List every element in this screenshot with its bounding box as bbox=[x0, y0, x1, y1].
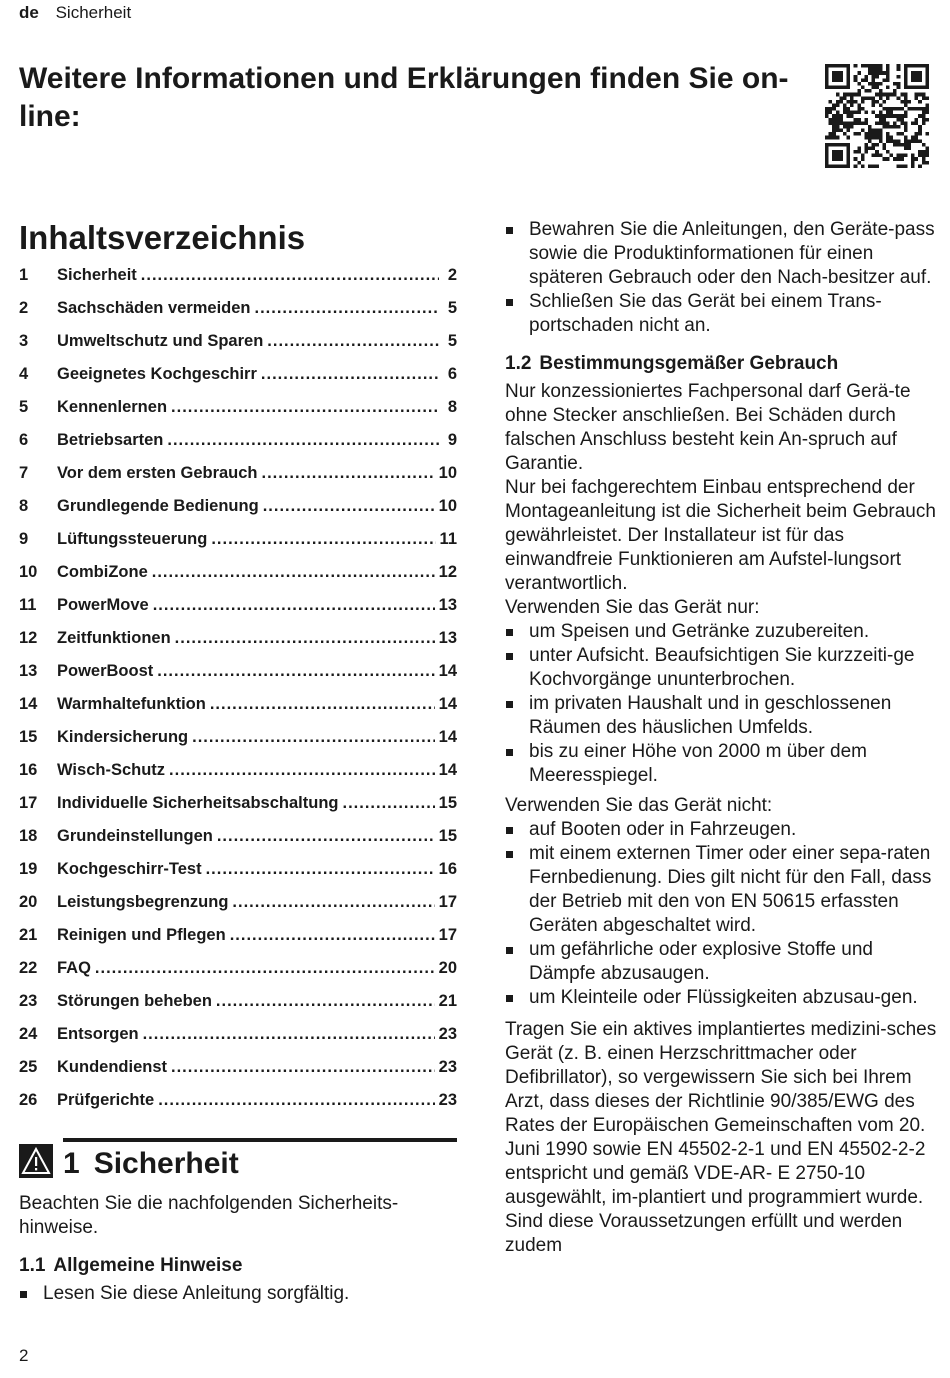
paragraph: Nur konzessioniertes Fachpersonal darf Gerä-te ohne Stecker anschließen. Bei Schäden durch falschen Anschluss besteht kein An-spruch auf Garantie. bbox=[505, 381, 911, 474]
page-number: 2 bbox=[19, 1346, 29, 1365]
toc-entry[interactable] bbox=[19, 827, 457, 860]
toc-entry-page: 5 bbox=[447, 332, 457, 350]
toc-entry-number: 11 bbox=[19, 596, 37, 614]
toc-entry[interactable] bbox=[19, 794, 457, 827]
toc-entry[interactable] bbox=[19, 695, 457, 728]
toc-entry-number: 3 bbox=[19, 332, 29, 350]
toc-entry-label: Umweltschutz und Sparen bbox=[57, 332, 264, 350]
toc-dot-leader bbox=[210, 695, 435, 714]
section-title bbox=[63, 1144, 239, 1184]
toc-dot-leader bbox=[255, 299, 439, 318]
warning-icon bbox=[19, 1144, 53, 1178]
subsection-title: Bestimmungsgemäßer Gebrauch bbox=[539, 353, 839, 374]
prohibited-use-list bbox=[505, 818, 942, 1010]
toc-entry-page: 20 bbox=[438, 959, 457, 977]
toc-entry[interactable] bbox=[19, 266, 457, 299]
section-intro: Beachten Sie die nachfolgenden Sicherheits-hinweise. bbox=[19, 1193, 399, 1238]
toc-dot-leader bbox=[153, 596, 435, 615]
toc-entry-number: 6 bbox=[19, 431, 29, 449]
toc-dot-leader bbox=[158, 1091, 434, 1110]
toc-dot-leader bbox=[143, 1025, 435, 1044]
language-code: de bbox=[19, 3, 39, 22]
toc-dot-leader bbox=[169, 761, 435, 780]
toc-entry-number: 15 bbox=[19, 728, 38, 746]
toc-dot-leader bbox=[152, 563, 435, 582]
toc-dot-leader bbox=[211, 530, 435, 549]
toc-entry-label: CombiZone bbox=[57, 563, 148, 581]
toc-dot-leader bbox=[232, 893, 434, 912]
subsection-heading-1-2 bbox=[505, 352, 942, 376]
toc-entry-number: 22 bbox=[19, 959, 38, 977]
toc-entry-number: 26 bbox=[19, 1091, 38, 1109]
toc-entry[interactable] bbox=[19, 1058, 457, 1091]
list-item: um Kleinteile oder Flüssigkeiten abzusau-gen. bbox=[505, 986, 942, 1010]
toc-entry-page: 11 bbox=[439, 530, 457, 548]
toc-dot-leader bbox=[230, 926, 435, 945]
toc-entry-number: 14 bbox=[19, 695, 38, 713]
toc-entry[interactable] bbox=[19, 530, 457, 563]
toc-entry[interactable] bbox=[19, 992, 457, 1025]
toc-entry[interactable] bbox=[19, 563, 457, 596]
toc-dot-leader bbox=[171, 398, 439, 417]
toc-entry-number: 23 bbox=[19, 992, 38, 1010]
toc-dot-leader bbox=[263, 497, 435, 516]
list-item: Lesen Sie diese Anleitung sorgfältig. bbox=[19, 1282, 457, 1306]
toc-dot-leader bbox=[261, 365, 439, 384]
list-item: um Speisen und Getränke zuzubereiten. bbox=[505, 620, 942, 644]
toc-entry-number: 7 bbox=[19, 464, 29, 482]
section-heading bbox=[63, 1138, 457, 1188]
paragraph: Nur bei fachgerechtem Einbau entsprechend der Montageanleitung ist die Sicherheit beim Gebrauch gewährleistet. Der Installateur ist für das einwandfreie Funktionieren am Aufstel-lungsort verantwortlich. bbox=[505, 477, 936, 594]
toc-entry-number: 12 bbox=[19, 629, 38, 647]
toc-entry-label: Betriebsarten bbox=[57, 431, 164, 449]
toc-entry-page: 12 bbox=[438, 563, 457, 581]
toc-entry-page: 17 bbox=[438, 893, 457, 911]
general-notes-list-right bbox=[505, 218, 942, 338]
subsection-number: 1.2 bbox=[505, 353, 532, 374]
toc-entry-label: Entsorgen bbox=[57, 1025, 139, 1043]
toc-entry-label: Kennenlernen bbox=[57, 398, 168, 416]
right-column bbox=[505, 218, 942, 1258]
toc-entry-number: 16 bbox=[19, 761, 38, 779]
toc-entry-number: 24 bbox=[19, 1025, 38, 1043]
toc-entry-number: 17 bbox=[19, 794, 38, 812]
toc-entry-number: 18 bbox=[19, 827, 38, 845]
toc-dot-leader bbox=[262, 464, 435, 483]
toc-entry-page: 23 bbox=[438, 1025, 457, 1043]
toc-entry-label: Kindersicherung bbox=[57, 728, 189, 746]
toc-entry-page: 23 bbox=[438, 1091, 457, 1109]
toc-entry[interactable] bbox=[19, 959, 457, 992]
toc-entry-page: 9 bbox=[447, 431, 457, 449]
toc-title: Inhaltsverzeichnis bbox=[19, 219, 306, 256]
list-item: auf Booten oder in Fahrzeugen. bbox=[505, 818, 942, 842]
toc-entry-page: 10 bbox=[438, 497, 457, 515]
toc-dot-leader bbox=[216, 992, 435, 1011]
running-header-section: Sicherheit bbox=[55, 3, 132, 22]
toc-dot-leader bbox=[157, 662, 434, 681]
toc-entry-label: PowerMove bbox=[57, 596, 149, 614]
toc-entry[interactable] bbox=[19, 1025, 457, 1058]
toc-entry-label: Sachschäden vermeiden bbox=[57, 299, 251, 317]
toc-entry-label: Individuelle Sicherheitsabschaltung bbox=[57, 794, 339, 812]
subsection-title: Allgemeine Hinweise bbox=[53, 1255, 243, 1276]
toc-entry-page: 14 bbox=[438, 695, 457, 713]
toc-dot-leader bbox=[175, 629, 435, 648]
toc-dot-leader bbox=[217, 827, 435, 846]
toc-entry-page: 17 bbox=[438, 926, 457, 944]
toc-entry-label: Zeitfunktionen bbox=[57, 629, 171, 647]
toc-entry-label: FAQ bbox=[57, 959, 91, 977]
toc-entry-page: 23 bbox=[438, 1058, 457, 1076]
toc-entry-page: 14 bbox=[438, 761, 457, 779]
toc-entry-page: 13 bbox=[438, 596, 457, 614]
section-number: 1 bbox=[63, 1147, 80, 1180]
toc-entry-page: 2 bbox=[447, 266, 457, 284]
list-item: Schließen Sie das Gerät bei einem Trans-portschaden nicht an. bbox=[505, 290, 942, 338]
toc-entry[interactable] bbox=[19, 398, 457, 431]
toc-entry-label: Warmhaltefunktion bbox=[57, 695, 206, 713]
toc-entry[interactable] bbox=[19, 926, 457, 959]
list-item: mit einem externen Timer oder einer sepa-raten Fernbedienung. Dies gilt nicht für den Fall, dass der Betrieb mit den von EN 50615 erfassten Geräten abgeschaltet wird. bbox=[505, 842, 942, 938]
toc-list bbox=[19, 266, 457, 1124]
list-item: im privaten Haushalt und in geschlossenen Räumen des häuslichen Umfelds. bbox=[505, 692, 942, 740]
toc-entry[interactable] bbox=[19, 365, 457, 398]
toc-entry[interactable] bbox=[19, 596, 457, 629]
toc-entry-page: 14 bbox=[438, 662, 457, 680]
list-item: Bewahren Sie die Anleitungen, den Geräte-pass sowie die Produktinformationen für einen späteren Gebrauch oder den Nach-besitzer auf. bbox=[505, 218, 942, 290]
toc-entry-label: Prüfgerichte bbox=[57, 1091, 155, 1109]
toc-entry-number: 4 bbox=[19, 365, 29, 383]
toc-dot-leader bbox=[342, 794, 434, 813]
toc-dot-leader bbox=[167, 431, 439, 450]
toc-entry-label: Störungen beheben bbox=[57, 992, 212, 1010]
paragraph: Tragen Sie ein aktives implantiertes medizini-sches Gerät (z. B. einen Herzschrittmacher oder Defibrillator), so vergewissern Sie sich bei Ihrem Arzt, dass dieses der Richtlinie 90/385/EWG des Rates der Europäischen Gemeinschaften vom 20. Juni 1990 sowie EN 45502-2-1 und EN 45502-2-2 entspricht und gemäß VDE-AR- E 2750-10 ausgewählt, im-plantiert und programmiert wurde. Sind diese Voraussetzungen erfüllt und werden zudem bbox=[505, 1019, 937, 1256]
toc-entry-page: 15 bbox=[438, 827, 457, 845]
toc-dot-leader bbox=[206, 860, 435, 879]
toc-entry-page: 14 bbox=[438, 728, 457, 746]
toc-entry[interactable] bbox=[19, 497, 457, 530]
toc-entry[interactable] bbox=[19, 431, 457, 464]
toc-entry-label: Grundeinstellungen bbox=[57, 827, 213, 845]
list-item: bis zu einer Höhe von 2000 m über dem Meeresspiegel. bbox=[505, 740, 942, 788]
toc-entry-label: Kochgeschirr-Test bbox=[57, 860, 202, 878]
toc-entry-label: Vor dem ersten Gebrauch bbox=[57, 464, 258, 482]
toc-entry-label: Lüftungssteuerung bbox=[57, 530, 208, 548]
running-header bbox=[19, 3, 131, 23]
toc-entry-label: Wisch-Schutz bbox=[57, 761, 166, 779]
toc-entry-label: Reinigen und Pflegen bbox=[57, 926, 226, 944]
toc-entry-page: 8 bbox=[447, 398, 457, 416]
toc-entry-number: 10 bbox=[19, 563, 38, 581]
notuse-intro: Verwenden Sie das Gerät nicht: bbox=[505, 795, 773, 816]
toc-entry-number: 1 bbox=[19, 266, 29, 284]
toc-entry[interactable] bbox=[19, 662, 457, 695]
toc-entry[interactable] bbox=[19, 761, 457, 794]
general-notes-list-left bbox=[19, 1282, 457, 1306]
permitted-use-list bbox=[505, 620, 942, 788]
toc-entry[interactable] bbox=[19, 299, 457, 332]
use-intro: Verwenden Sie das Gerät nur: bbox=[505, 597, 760, 618]
toc-entry[interactable] bbox=[19, 464, 457, 497]
toc-entry-number: 21 bbox=[19, 926, 38, 944]
subsection-number: 1.1 bbox=[19, 1255, 46, 1276]
qr-code[interactable] bbox=[825, 64, 929, 168]
toc-entry-number: 20 bbox=[19, 893, 38, 911]
toc-entry-page: 5 bbox=[447, 299, 457, 317]
toc-entry-label: PowerBoost bbox=[57, 662, 154, 680]
toc-entry-number: 8 bbox=[19, 497, 29, 515]
toc-entry[interactable] bbox=[19, 332, 457, 365]
toc-entry-number: 5 bbox=[19, 398, 29, 416]
toc-entry-label: Kundendienst bbox=[57, 1058, 167, 1076]
toc-dot-leader bbox=[171, 1058, 435, 1077]
toc-entry-label: Leistungsbegrenzung bbox=[57, 893, 229, 911]
toc-entry-number: 9 bbox=[19, 530, 29, 548]
toc-dot-leader bbox=[141, 266, 439, 285]
toc-entry-label: Geeignetes Kochgeschirr bbox=[57, 365, 257, 383]
toc-dot-leader bbox=[267, 332, 439, 351]
toc-entry-page: 15 bbox=[438, 794, 457, 812]
toc-entry-page: 16 bbox=[438, 860, 457, 878]
toc-entry-page: 6 bbox=[447, 365, 457, 383]
toc-entry-number: 25 bbox=[19, 1058, 38, 1076]
toc-entry-label: Grundlegende Bedienung bbox=[57, 497, 259, 515]
toc-entry[interactable] bbox=[19, 860, 457, 893]
toc-entry[interactable] bbox=[19, 728, 457, 761]
subsection-heading-1-1 bbox=[19, 1254, 457, 1278]
section-title-text: Sicherheit bbox=[93, 1147, 239, 1180]
list-item: unter Aufsicht. Beaufsichtigen Sie kurzzeiti-ge Kochvorgänge ununterbrochen. bbox=[505, 644, 942, 692]
list-item: um gefährliche oder explosive Stoffe und Dämpfe abzusaugen. bbox=[505, 938, 942, 986]
toc-entry[interactable] bbox=[19, 1091, 457, 1124]
toc-entry-page: 13 bbox=[438, 629, 457, 647]
toc-entry[interactable] bbox=[19, 629, 457, 662]
toc-entry-label: Sicherheit bbox=[57, 266, 137, 284]
toc-dot-leader bbox=[192, 728, 435, 747]
toc-entry-number: 13 bbox=[19, 662, 38, 680]
toc-entry-page: 10 bbox=[438, 464, 457, 482]
toc-entry[interactable] bbox=[19, 893, 457, 926]
online-info-heading: Weitere Informationen und Erklärungen finden Sie on-line: bbox=[19, 62, 789, 133]
toc-entry-page: 21 bbox=[438, 992, 457, 1010]
toc-entry-number: 19 bbox=[19, 860, 38, 878]
left-column bbox=[19, 218, 457, 1306]
toc-entry-number: 2 bbox=[19, 299, 29, 317]
toc-dot-leader bbox=[95, 959, 435, 978]
